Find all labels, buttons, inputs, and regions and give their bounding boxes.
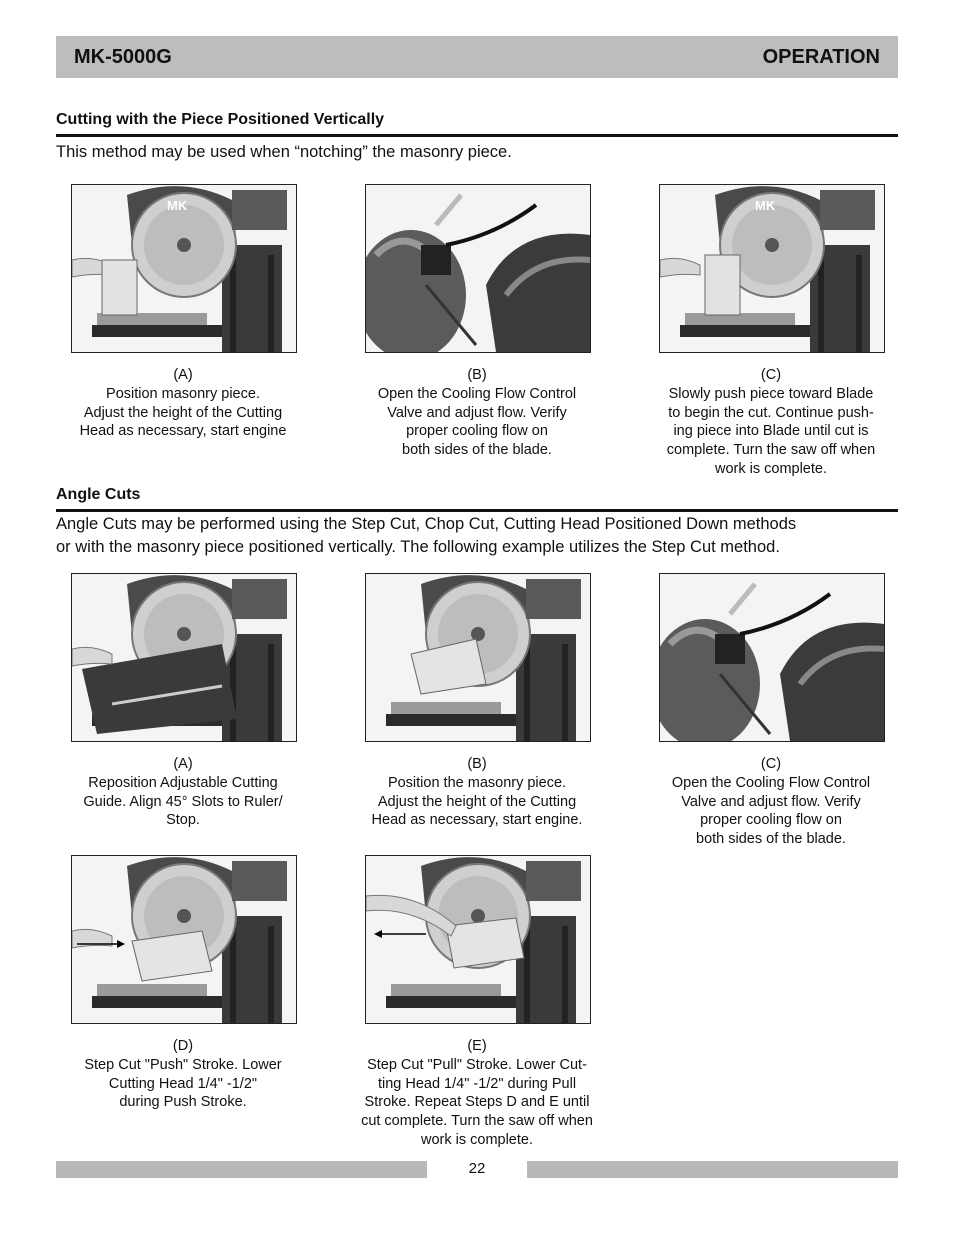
caption-label: (A) — [173, 367, 193, 383]
caption-line: Stroke. Repeat Steps D and E until — [364, 1094, 590, 1111]
caption-line: Adjust the height of the Cutting — [83, 404, 283, 421]
caption-line: Cutting Head 1/4" -1/2" — [108, 1075, 258, 1092]
vertical-cut-heading: Cutting with the Piece Positioned Vertically — [56, 111, 898, 137]
caption-line: cut complete. Turn the saw off when — [361, 1113, 593, 1130]
caption-line: Valve and adjust flow. Verify — [387, 404, 567, 421]
caption-angle-e — [352, 1037, 602, 1150]
caption-line: work is complete. — [714, 460, 827, 477]
photo-angle-e — [365, 855, 591, 1024]
brand-logo: MK — [167, 198, 188, 213]
caption-line: Slowly push piece toward Blade — [668, 385, 874, 402]
caption-line: both sides of the blade. — [696, 831, 846, 848]
photo-vertical-b — [365, 184, 591, 353]
caption-label: (D) — [172, 1038, 194, 1054]
caption-angle-d — [58, 1037, 308, 1112]
brand-logo: MK — [755, 198, 776, 213]
footer-bar-right — [527, 1161, 898, 1178]
photo-angle-b — [365, 573, 591, 742]
caption-line: ting Head 1/4" -1/2" during Pull — [377, 1075, 577, 1092]
angle-cuts-heading: Angle Cuts — [56, 486, 898, 512]
caption-line: proper cooling flow on — [700, 812, 842, 829]
caption-label: (B) — [467, 367, 487, 383]
photo-angle-a — [71, 573, 297, 742]
photo-angle-d — [71, 855, 297, 1024]
caption-line: Step Cut "Push" Stroke. Lower — [84, 1056, 282, 1073]
caption-line: work is complete. — [420, 1131, 533, 1148]
caption-line: to begin the cut. Continue push- — [668, 404, 874, 421]
page-header — [56, 36, 898, 78]
caption-line: Guide. Align 45° Slots to Ruler/ — [83, 793, 283, 810]
angle-cuts-intro — [56, 513, 898, 559]
caption-line: Head as necessary, start engine. — [371, 812, 583, 829]
caption-line: Reposition Adjustable Cutting — [88, 774, 278, 791]
caption-line: Head as necessary, start engine — [79, 423, 287, 440]
photo-angle-c — [659, 573, 885, 742]
page-number: 22 — [468, 1160, 486, 1177]
caption-line: Stop. — [166, 812, 200, 829]
footer-bar-left — [56, 1161, 427, 1178]
caption-line: Open the Cooling Flow Control — [671, 774, 871, 791]
caption-label: (E) — [467, 1038, 487, 1054]
caption-angle-a — [58, 755, 308, 830]
caption-line: Step Cut "Pull" Stroke. Lower Cut- — [367, 1056, 587, 1073]
photo-vertical-a — [71, 184, 297, 353]
caption-vertical-c — [646, 366, 896, 479]
caption-label: (C) — [760, 756, 782, 772]
caption-vertical-b — [352, 366, 602, 460]
caption-angle-b — [352, 755, 602, 830]
section-title: OPERATION — [762, 46, 880, 68]
caption-line: Position the masonry piece. — [387, 774, 567, 791]
caption-angle-c — [646, 755, 896, 849]
caption-line: ing piece into Blade until cut is — [673, 423, 869, 440]
caption-label: (C) — [760, 367, 782, 383]
photo-vertical-c — [659, 184, 885, 353]
caption-line: Open the Cooling Flow Control — [377, 385, 577, 402]
vertical-cut-intro: This method may be used when “notching” the masonry piece. — [56, 143, 512, 161]
caption-vertical-a — [58, 366, 308, 441]
model-name: MK-5000G — [74, 46, 172, 68]
caption-line: during Push Stroke. — [119, 1094, 247, 1111]
caption-line: Valve and adjust flow. Verify — [681, 793, 861, 810]
intro-line: Angle Cuts may be performed using the Step Cut, Chop Cut, Cutting Head Positioned Down methods — [56, 515, 797, 533]
intro-line: or with the masonry piece positioned vertically. The following example utilizes the Step Cut method. — [56, 538, 780, 556]
caption-line: proper cooling flow on — [406, 423, 548, 440]
caption-label: (B) — [467, 756, 487, 772]
caption-line: Position masonry piece. — [106, 385, 260, 402]
caption-line: Adjust the height of the Cutting — [377, 793, 577, 810]
caption-line: both sides of the blade. — [402, 442, 552, 459]
caption-label: (A) — [173, 756, 193, 772]
caption-line: complete. Turn the saw off when — [666, 442, 876, 459]
